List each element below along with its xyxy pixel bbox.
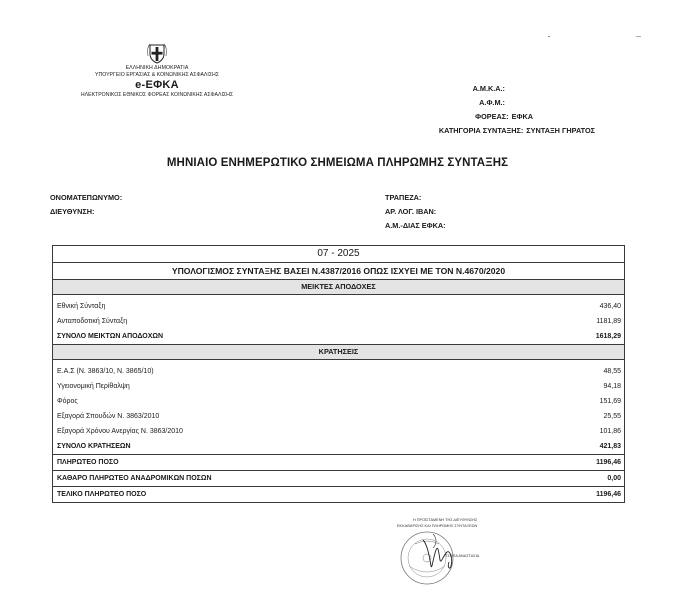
- table-row: [53, 314, 624, 329]
- page-title: ΜΗΝΙΑΙΟ ΕΝΗΜΕΡΩΤΙΚΟ ΣΗΜΕΙΩΜΑ ΠΛΗΡΩΜΗΣ ΣΥΝΤΑΞΗΣ: [166, 157, 509, 169]
- category-value: ΣΥΝΤΑΞΗ ΓΗΡΑΤΟΣ: [526, 126, 595, 135]
- beneficiary-ids: [380, 84, 600, 140]
- row-label: ΚΑΘΑΡΟ ΠΛΗΡΩΤΕΟ ΑΝΑΔΡΟΜΙΚΩΝ ΠΟΣΩΝ: [57, 475, 212, 482]
- row-label: Ε.Α.Σ (Ν. 3863/10, Ν. 3865/10): [57, 368, 154, 375]
- row-amount: 421,83: [599, 443, 621, 450]
- address-label: ΔΙΕΥΘΥΝΣΗ:: [50, 207, 95, 216]
- personal-info: [50, 193, 122, 221]
- table-row: [53, 299, 624, 314]
- row-label: Ανταποδοτική Σύνταξη: [57, 318, 128, 325]
- afm-row: [380, 98, 600, 112]
- stamp-title: Η ΠΡΟΪΣΤΑΜΕΝΗ ΤΗΣ ΔΙΕΥΘΥΝΣΗΣ: [413, 518, 478, 522]
- table-row: [53, 409, 624, 424]
- amdias-row: [385, 221, 446, 235]
- bank-label: ΤΡΑΠΕΖΑ:: [385, 193, 422, 202]
- org-ministry: ΥΠΟΥΡΓΕΙΟ ΕΡΓΑΣΙΑΣ & ΚΟΙΝΩΝΙΚΗΣ ΑΣΦΑΛΙΣΗΣ: [95, 72, 219, 79]
- row-amount: 48,55: [603, 368, 621, 375]
- row-amount: 25,55: [603, 413, 621, 420]
- row-label: ΤΕΛΙΚΟ ΠΛΗΡΩΤΕΟ ΠΟΣΟ: [57, 491, 147, 498]
- greek-coat-of-arms-icon: [146, 42, 168, 64]
- row-label: Φόρος: [57, 398, 78, 405]
- org-full-name: ΗΛΕΚΤΡΟΝΙΚΟΣ ΕΘΝΙΚΟΣ ΦΟΡΕΑΣ ΚΟΙΝΩΝΙΚΗΣ ΑΣΦΑΛΙΣΗΣ: [80, 92, 234, 99]
- bank-info: [385, 193, 446, 235]
- deductions-total-row: [53, 439, 624, 455]
- deductions-header: ΚΡΑΤΗΣΕΙΣ: [53, 345, 624, 360]
- gross-total-row: [53, 329, 624, 345]
- amdias-label: Α.Μ.-ΔΙΑΣ ΕΦΚΑ:: [385, 221, 446, 230]
- row-label: ΣΥΝΟΛΟ ΜΕΙΚΤΩΝ ΑΠΟΔΟΧΩΝ: [57, 333, 164, 340]
- row-amount: 1181,89: [596, 318, 621, 325]
- row-label: ΣΥΝΟΛΟ ΚΡΑΤΗΣΕΩΝ: [57, 443, 131, 450]
- stamp-department: ΕΚΚΑΘΑΡΙΣΗΣ ΚΑΙ ΠΛΗΡΩΜΗΣ ΣΥΝΤΑΞΕΩΝ: [397, 524, 478, 528]
- row-label: ΠΛΗΡΩΤΕΟ ΠΟΣΟ: [57, 459, 119, 466]
- row-amount: 436,40: [599, 303, 621, 310]
- address-row: [50, 207, 122, 221]
- name-row: [50, 193, 122, 207]
- table-row: [53, 424, 624, 439]
- retroactive-row: [53, 471, 624, 487]
- row-amount: 0,00: [607, 475, 621, 482]
- payment-period: 07 - 2025: [53, 246, 624, 263]
- payable-row: [53, 455, 624, 471]
- row-label: Εξαγορά Χρόνου Ανεργίας Ν. 3863/2010: [57, 428, 183, 435]
- table-row: [53, 394, 624, 409]
- name-label: ΟΝΟΜΑΤΕΠΩΝΥΜΟ:: [50, 193, 123, 202]
- stamp-signatory: ΤΣΟΠΑ ΑΝΑΣΤΑΣΙΑ: [445, 554, 480, 558]
- final-payable-row: [53, 487, 624, 502]
- row-amount: 1196,46: [596, 459, 621, 466]
- table-row: [53, 379, 624, 394]
- iban-label: ΑΡ. ΛΟΓ. IBAN:: [385, 207, 437, 216]
- row-amount: 151,69: [599, 398, 621, 405]
- amka-label: Α.Μ.Κ.Α.:: [472, 84, 505, 93]
- afm-label: Α.Φ.Μ.:: [479, 98, 505, 107]
- row-label: Εθνική Σύνταξη: [57, 303, 106, 310]
- category-label: ΚΑΤΗΓΟΡΙΑ ΣΥΝΤΑΞΗΣ:: [438, 126, 524, 135]
- pension-calculation-table: [52, 245, 625, 503]
- row-amount: 101,86: [599, 428, 621, 435]
- row-amount: 1196,46: [596, 491, 621, 498]
- row-amount: 1618,29: [595, 333, 621, 340]
- row-label: Εξαγορά Σπουδών Ν. 3863/2010: [57, 413, 160, 420]
- table-row: [53, 364, 624, 379]
- calculation-title: ΥΠΟΛΟΓΙΣΜΟΣ ΣΥΝΤΑΞΗΣ ΒΑΣΕΙ Ν.4387/2016 ΟΠΩΣ ΙΣΧΥΕΙ ΜΕ ΤΟΝ Ν.4670/2020: [53, 263, 624, 280]
- foreas-label: ΦΟΡΕΑΣ:: [475, 112, 509, 121]
- official-stamp: [393, 514, 523, 589]
- org-country: ΕΛΛΗΝΙΚΗ ΔΗΜΟΚΡΑΤΙΑ: [125, 65, 189, 71]
- foreas-value: ΕΦΚΑ: [511, 112, 533, 121]
- row-label: Υγειονομική Περίθαλψη: [57, 383, 130, 390]
- org-brand: e-ΕΦΚΑ: [135, 79, 179, 92]
- category-row: [380, 126, 600, 140]
- bank-row: [385, 193, 446, 207]
- row-amount: 94,18: [603, 383, 621, 390]
- foreas-row: [380, 112, 600, 126]
- gross-earnings-header: ΜΕΙΚΤΕΣ ΑΠΟΔΟΧΕΣ: [53, 280, 624, 295]
- iban-row: [385, 207, 446, 221]
- amka-row: [380, 84, 600, 98]
- organization-header: [52, 42, 262, 99]
